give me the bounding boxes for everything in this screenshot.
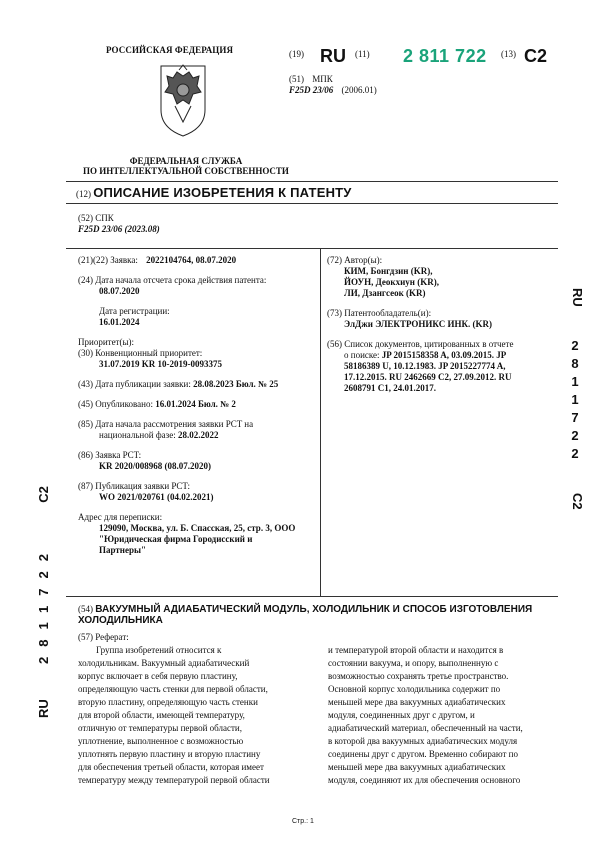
abstract-left-line: определяющую часть стенки для первой области, (78, 684, 268, 694)
address-line-3: Партнеры" (99, 545, 147, 555)
abstract-right-line: возможностью сохранять третье пространство. (328, 671, 509, 681)
column-divider (320, 248, 321, 596)
abstract-left-line: температуру между температурой первой области (78, 775, 270, 785)
owner-value: ЭлДжи ЭЛЕКТРОНИКС ИНК. (KR) (344, 319, 492, 329)
mpk-label: МПК (312, 74, 333, 84)
abstract-right-line: модуля, соединяют их для обеспечения основного (328, 775, 521, 785)
registration-row (99, 306, 318, 328)
code-19: (19) (289, 49, 304, 59)
abstract-left-line: холодильникам. Вакуумный адиабатический (78, 658, 250, 668)
priority-row (78, 337, 318, 370)
page-number: Стр.: 1 (292, 818, 314, 825)
side-mark-kind: C2 (570, 492, 585, 510)
code-11: (11) (355, 49, 370, 59)
priority-label: Приоритет(ы): (78, 337, 135, 347)
abstract-right-column (328, 644, 558, 787)
pct85-row (78, 419, 318, 441)
pct85-value: 28.02.2022 (177, 430, 219, 440)
abstract-left-line: корпус включает в себя первую пластину, (78, 671, 238, 681)
owner-block (327, 308, 557, 330)
side-mark-left-digit: 7 (36, 578, 51, 596)
pct86-value: KR 2020/008968 (08.07.2020) (99, 461, 211, 471)
abstract-left-column (78, 644, 306, 787)
code-51: (51) (289, 74, 304, 84)
abstract-left-line: уплотнять первую пластину и вторую пластину (78, 749, 261, 759)
country-name: РОССИЙСКАЯ ФЕДЕРАЦИЯ (106, 45, 234, 55)
address-line-2: "Юридическая фирма Городисский и (99, 534, 253, 544)
divider-spk (66, 248, 558, 249)
coat-of-arms-emblem (155, 62, 211, 140)
invention-title (78, 604, 558, 626)
pub43-value: 28.08.2023 Бюл. № 25 (193, 379, 279, 389)
term-start-row (78, 275, 318, 297)
divider-bottom (66, 596, 558, 597)
address-line-1: 129090, Москва, ул. Б. Спасская, 25, стр. 3, ООО (99, 523, 296, 533)
bibliographic-right (327, 255, 557, 394)
authors-label: (72) Автор(ы): (327, 255, 383, 265)
side-mark-digit: 2 (571, 427, 579, 443)
author-3: ЛИ, Дзангсеок (KR) (344, 288, 426, 298)
term-start-value: 08.07.2020 (99, 286, 140, 296)
spk-block (78, 213, 160, 235)
abstract-left-line: отличную от температуры первой области, (78, 723, 242, 733)
bibliographic-left (78, 255, 318, 556)
mpk-class: F25D 23/06 (289, 85, 334, 95)
document-title-code: (12) (76, 189, 91, 199)
pct85-label-1: (85) Дата начала рассмотрения заявки PCT на (78, 419, 254, 429)
divider-title (66, 203, 558, 204)
divider-top (66, 181, 558, 182)
registration-label: Дата регистрации: (99, 306, 170, 316)
document-title (76, 185, 352, 200)
citations-line-4: 17.12.2015. RU 2462669 C2, 27.09.2012. RU (344, 372, 512, 382)
invention-title-line-1: ВАКУУМНЫЙ АДИАБАТИЧЕСКИЙ МОДУЛЬ, ХОЛОДИЛЬНИК И СПОСОБ ИЗГОТОВЛЕНИЯ (95, 604, 533, 615)
application-value: 2022104764, 08.07.2020 (146, 255, 237, 265)
agency-line-1: ФЕДЕРАЛЬНАЯ СЛУЖБА (129, 156, 243, 166)
citations-line-2: JP 2015158358 A, 03.09.2015. JP (381, 350, 507, 360)
abstract-right-line: в которой два вакуумных адиабатических модуля (328, 736, 518, 746)
side-mark-left-kind: C2 (36, 486, 51, 503)
abstract-right-line: адиабатический материал, обеспеченный на части, (328, 723, 523, 733)
code-13: (13) (501, 49, 516, 59)
abstract-right-line: меньшей мере два вакуумных адиабатических (328, 697, 506, 707)
abstract-left-line: для обеспечения третьей области, которая имеет (78, 762, 264, 772)
abstract-right-line: и температурой второй области и находится в (328, 645, 504, 655)
spk-label: (52) СПК (78, 213, 114, 223)
side-mark-left-digit: 8 (36, 629, 51, 647)
authors-block (327, 255, 557, 299)
pub45-value: 16.01.2024 Бюл. № 2 (155, 399, 236, 409)
pub43-row (78, 379, 318, 390)
side-mark-left-digit: 2 (36, 544, 51, 562)
abstract-left-line: Группа изобретений относится к (96, 645, 222, 655)
side-mark-left-digit: 2 (36, 646, 51, 664)
abstract-right-line: соединены друг с другом. Временно собирают по (328, 749, 518, 759)
mpk-block (289, 74, 377, 96)
conv-priority-label: (30) Конвенционный приоритет: (78, 348, 203, 358)
citations-label-2: о поиске: (344, 350, 380, 360)
side-mark-digit: 2 (571, 445, 579, 461)
pub43-label: (43) Дата публикации заявки: (78, 379, 191, 389)
application-row (78, 255, 318, 266)
side-mark-left-digit: 1 (36, 595, 51, 613)
side-mark-left-digit: 1 (36, 612, 51, 630)
country-code: RU (320, 46, 346, 66)
side-mark-left-ru: RU (36, 699, 51, 718)
pct87-value: WO 2021/020761 (04.02.2021) (99, 492, 214, 502)
abstract-right-line: Основной корпус холодильника содержит по (328, 684, 501, 694)
side-mark-digit: 8 (571, 355, 579, 371)
pct87-label: (87) Публикация заявки PCT: (78, 481, 190, 491)
citations-label-1: (56) Список документов, цитированных в отчете (327, 339, 514, 349)
patent-number: 2 811 722 (403, 46, 487, 66)
citations-line-5: 2608791 C1, 24.01.2017. (344, 383, 436, 393)
abstract-left-line: уплотнение, выполненное с возможностью (78, 736, 244, 746)
abstract-right-line: модуля, соединенных друг с другом, и (328, 710, 475, 720)
side-mark-right (568, 288, 585, 510)
citations-block (327, 339, 557, 394)
pct87-row (78, 481, 318, 503)
abstract-right-line: меньшей мере два вакуумных адиабатических (328, 762, 506, 772)
registration-value: 16.01.2024 (99, 317, 140, 327)
pct85-label-2: национальной фазе: (99, 430, 176, 440)
side-mark-digit: 1 (571, 373, 579, 389)
abstract-left-line: для второй области, имеющей температуру, (78, 710, 245, 720)
agency-name (66, 156, 306, 176)
side-mark-left-digit: 2 (36, 561, 51, 579)
invention-title-line-2: ХОЛОДИЛЬНИКА (78, 615, 163, 626)
side-mark-ru: RU (570, 288, 585, 307)
side-mark-digit: 2 (571, 337, 579, 353)
spk-value: F25D 23/06 (2023.08) (78, 224, 160, 234)
pub45-label: (45) Опубликовано: (78, 399, 153, 409)
abstract-right-line: состоянии вакуума, и опору, выполненную с (328, 658, 499, 668)
side-mark-left (36, 478, 51, 718)
owner-label: (73) Патентообладатель(и): (327, 308, 432, 318)
pct86-label: (86) Заявка PCT: (78, 450, 142, 460)
citations-line-3: 58186389 U, 10.12.1983. JP 2015227774 A, (344, 361, 506, 371)
invention-title-code: (54) (78, 604, 93, 614)
author-2: ЙОУН, Деокхиун (KR), (344, 277, 439, 287)
application-label: (21)(22) Заявка: (78, 255, 138, 265)
address-block (78, 512, 318, 556)
author-1: КИМ, Бонгдзин (KR), (344, 266, 433, 276)
pub45-row (78, 399, 318, 410)
side-mark-digit: 7 (571, 409, 579, 425)
term-start-label: (24) Дата начала отсчета срока действия патента: (78, 275, 267, 285)
agency-line-2: ПО ИНТЕЛЛЕКТУАЛЬНОЙ СОБСТВЕННОСТИ (83, 166, 289, 176)
abstract-label: (57) Реферат: (78, 632, 129, 642)
side-mark-digit: 1 (571, 391, 579, 407)
abstract-left-line: вторую пластину, определяющую часть стенки (78, 697, 258, 707)
pct86-row (78, 450, 318, 472)
document-title-text: ОПИСАНИЕ ИЗОБРЕТЕНИЯ К ПАТЕНТУ (93, 185, 352, 200)
conv-priority-value: 31.07.2019 KR 10-2019-0093375 (99, 359, 222, 369)
kind-code: C2 (524, 46, 548, 66)
mpk-year: (2006.01) (341, 85, 377, 95)
address-label: Адрес для переписки: (78, 512, 163, 522)
